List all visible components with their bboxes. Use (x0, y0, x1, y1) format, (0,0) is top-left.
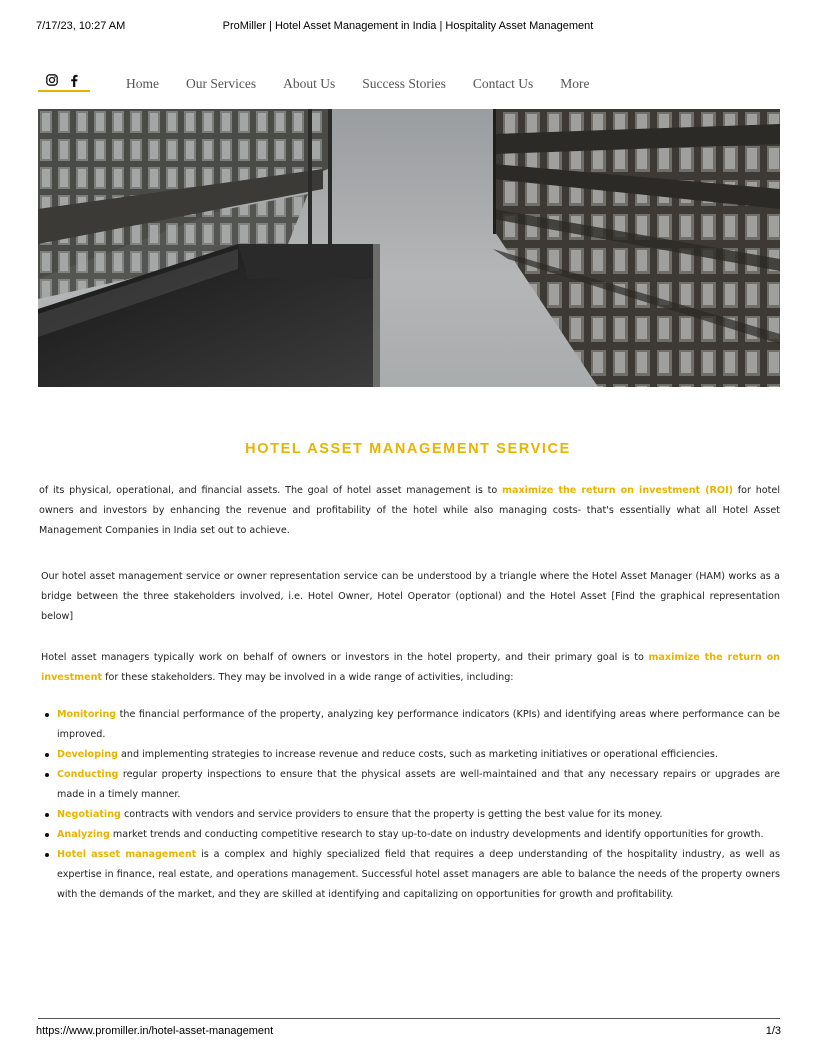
nav-item-about-us[interactable]: About Us (283, 76, 336, 91)
list-item-keyword[interactable]: Developing (57, 749, 118, 760)
triangle-paragraph: Our hotel asset management service or owner representation service can be understood by a triangle where the Hotel Asset Manager (HAM) works as a bridge between the three stakeholders involved, i.e. Hotel Owner, Hotel Operator (optional) and the Hotel Asset [Find the graphical representation below] (41, 571, 780, 622)
building-skyline-image (38, 109, 780, 387)
list-item-keyword[interactable]: Negotiating (57, 809, 121, 820)
list-item-keyword[interactable]: Analyzing (57, 829, 110, 840)
facebook-icon[interactable] (67, 73, 81, 87)
list-item-text: market trends and conducting competitive research to stay up-to-date on industry developments and identify opportunities for growth. (109, 829, 764, 840)
activities-text-after: for these stakeholders. They may be involved in a wide range of activities, including: (102, 672, 514, 683)
list-item (57, 705, 780, 745)
instagram-icon[interactable] (45, 73, 59, 87)
social-links (38, 70, 90, 92)
main-nav (126, 76, 590, 96)
list-item-text: is a complex and highly specialized field that requires a deep understanding of the hospitality industry, as well as expertise in finance, real estate, and operations management. Successful hotel asset managers are able to balance the needs of the property owners with the demands of the market, and they are skilled at identifying and capitalizing on opportunities for growth and profitability. (57, 849, 780, 900)
print-header (0, 0, 816, 40)
footer-divider (38, 1018, 780, 1019)
print-page-title: ProMiller | Hotel Asset Management in India | Hospitality Asset Management (222, 20, 594, 32)
print-url: https://www.promiller.in/hotel-asset-management (36, 1025, 274, 1037)
nav-item-home[interactable]: Home (126, 76, 159, 91)
list-item (57, 765, 780, 805)
list-item (57, 805, 780, 825)
activities-list (57, 705, 780, 905)
list-item-text: the financial performance of the property, analyzing key performance indicators (KPIs) and identifying areas where performance can be improved. (57, 709, 780, 740)
activities-paragraph (41, 648, 780, 688)
list-item-text: and implementing strategies to increase revenue and reduce costs, such as marketing initiatives or operational efficiencies. (117, 749, 718, 760)
return-highlight-link[interactable]: maximize the return on investment (41, 652, 780, 683)
print-page-number: 1/3 (765, 1025, 781, 1037)
intro-text-after: for hotel owners and investors by enhancing the revenue and profitability of the hotel while also managing costs- that's essentially what all Hotel Asset Management Companies in India set out to achieve. (39, 485, 781, 536)
list-item-keyword[interactable]: Monitoring (57, 709, 117, 720)
activities-text-before: Hotel asset managers typically work on behalf of owners or investors in the hotel property, and their primary goal is to (41, 652, 649, 663)
nav-item-success-stories[interactable]: Success Stories (362, 76, 446, 91)
nav-item-more[interactable]: More (560, 76, 590, 91)
nav-item-contact-us[interactable]: Contact Us (472, 76, 534, 91)
list-item (57, 825, 780, 845)
list-item (57, 845, 780, 905)
section-heading: HOTEL ASSET MANAGEMENT SERVICE (245, 441, 571, 457)
list-item (57, 745, 780, 765)
print-datetime: 7/17/23, 10:27 AM (36, 20, 126, 32)
list-item-keyword[interactable]: Conducting (57, 769, 119, 780)
roi-highlight-link[interactable]: maximize the return on investment (ROI) (502, 485, 734, 496)
list-item-keyword[interactable]: Hotel asset management (57, 849, 197, 860)
print-footer (0, 1018, 816, 1048)
list-item-text: contracts with vendors and service providers to ensure that the property is getting the best value for its money. (120, 809, 663, 820)
list-item-text: regular property inspections to ensure that the physical assets are well-maintained and that any necessary repairs or upgrades are made in a timely manner. (57, 769, 780, 800)
intro-text-before: of its physical, operational, and financial assets. The goal of hotel asset management is to (39, 485, 503, 496)
intro-paragraph (39, 481, 780, 541)
nav-item-our-services[interactable]: Our Services (186, 76, 257, 91)
hero-image (38, 109, 780, 387)
